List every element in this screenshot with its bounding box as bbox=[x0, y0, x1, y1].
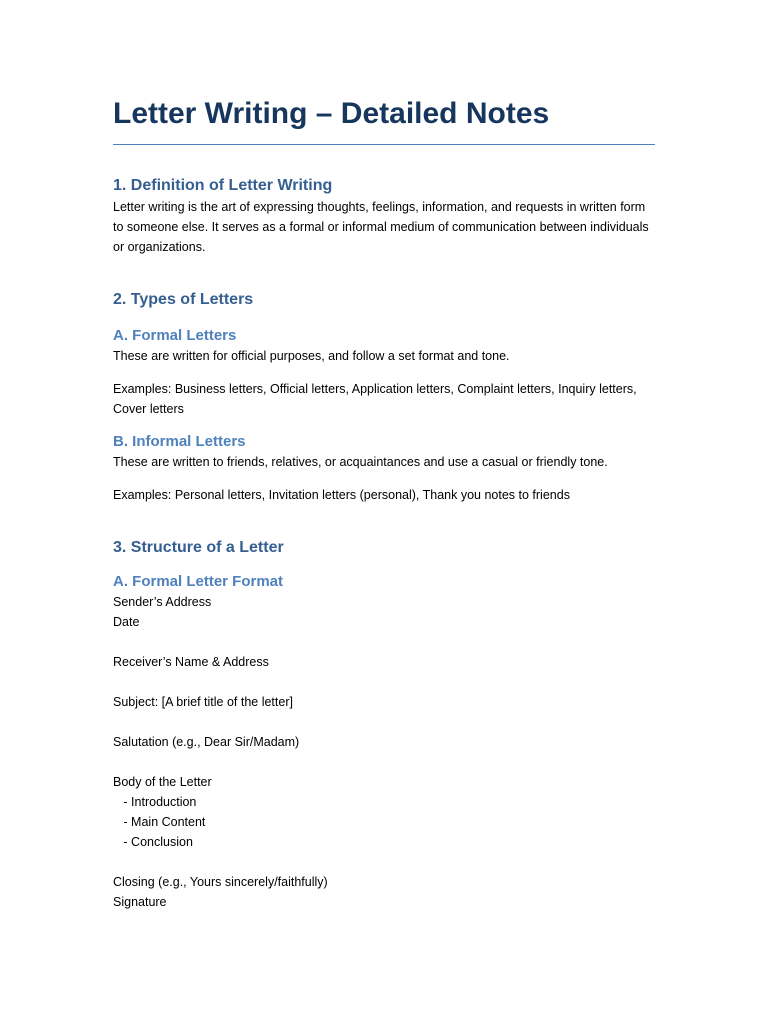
format-line: - Main Content bbox=[113, 815, 206, 829]
format-line bbox=[113, 632, 655, 652]
informal-letters-desc: These are written to friends, relatives, or acquaintances and use a casual or friendly tone. bbox=[113, 455, 608, 469]
format-line: Subject: [A brief title of the letter] bbox=[113, 695, 293, 709]
formal-letters-heading: A. Formal Letters bbox=[113, 327, 237, 344]
informal-letters-heading: B. Informal Letters bbox=[113, 433, 246, 450]
format-line bbox=[113, 852, 655, 872]
format-line: Sender’s Address bbox=[113, 595, 212, 609]
section-2-heading: 2. Types of Letters bbox=[113, 291, 254, 308]
formal-format-heading: A. Formal Letter Format bbox=[113, 573, 284, 590]
document-title: Letter Writing – Detailed Notes bbox=[113, 90, 655, 145]
formal-letters-examples: Examples: Business letters, Official letters, Application letters, Complaint letters, Inquiry letters, Cover letters bbox=[113, 382, 637, 416]
document-page bbox=[113, 90, 655, 912]
formal-letters-desc: These are written for official purposes, and follow a set format and tone. bbox=[113, 349, 510, 363]
informal-letters-examples: Examples: Personal letters, Invitation letters (personal), Thank you notes to friends bbox=[113, 488, 570, 502]
format-line bbox=[113, 712, 655, 732]
format-line: Body of the Letter bbox=[113, 775, 212, 789]
format-line: - Conclusion bbox=[113, 835, 193, 849]
formal-format-lines bbox=[113, 592, 655, 912]
format-line bbox=[113, 752, 655, 772]
format-line: Salutation (e.g., Dear Sir/Madam) bbox=[113, 735, 300, 749]
format-line: Receiver’s Name & Address bbox=[113, 655, 269, 669]
section-3-heading: 3. Structure of a Letter bbox=[113, 539, 284, 556]
section-1-text: Letter writing is the art of expressing thoughts, feelings, information, and requests in written form to someone else. It serves as a formal or informal medium of communication between individuals or organizations. bbox=[113, 200, 649, 254]
format-line: Closing (e.g., Yours sincerely/faithfully) bbox=[113, 875, 328, 889]
format-line: Date bbox=[113, 615, 140, 629]
section-1-heading: 1. Definition of Letter Writing bbox=[113, 177, 333, 194]
format-line bbox=[113, 672, 655, 692]
format-line: Signature bbox=[113, 895, 167, 909]
format-line: - Introduction bbox=[113, 795, 197, 809]
